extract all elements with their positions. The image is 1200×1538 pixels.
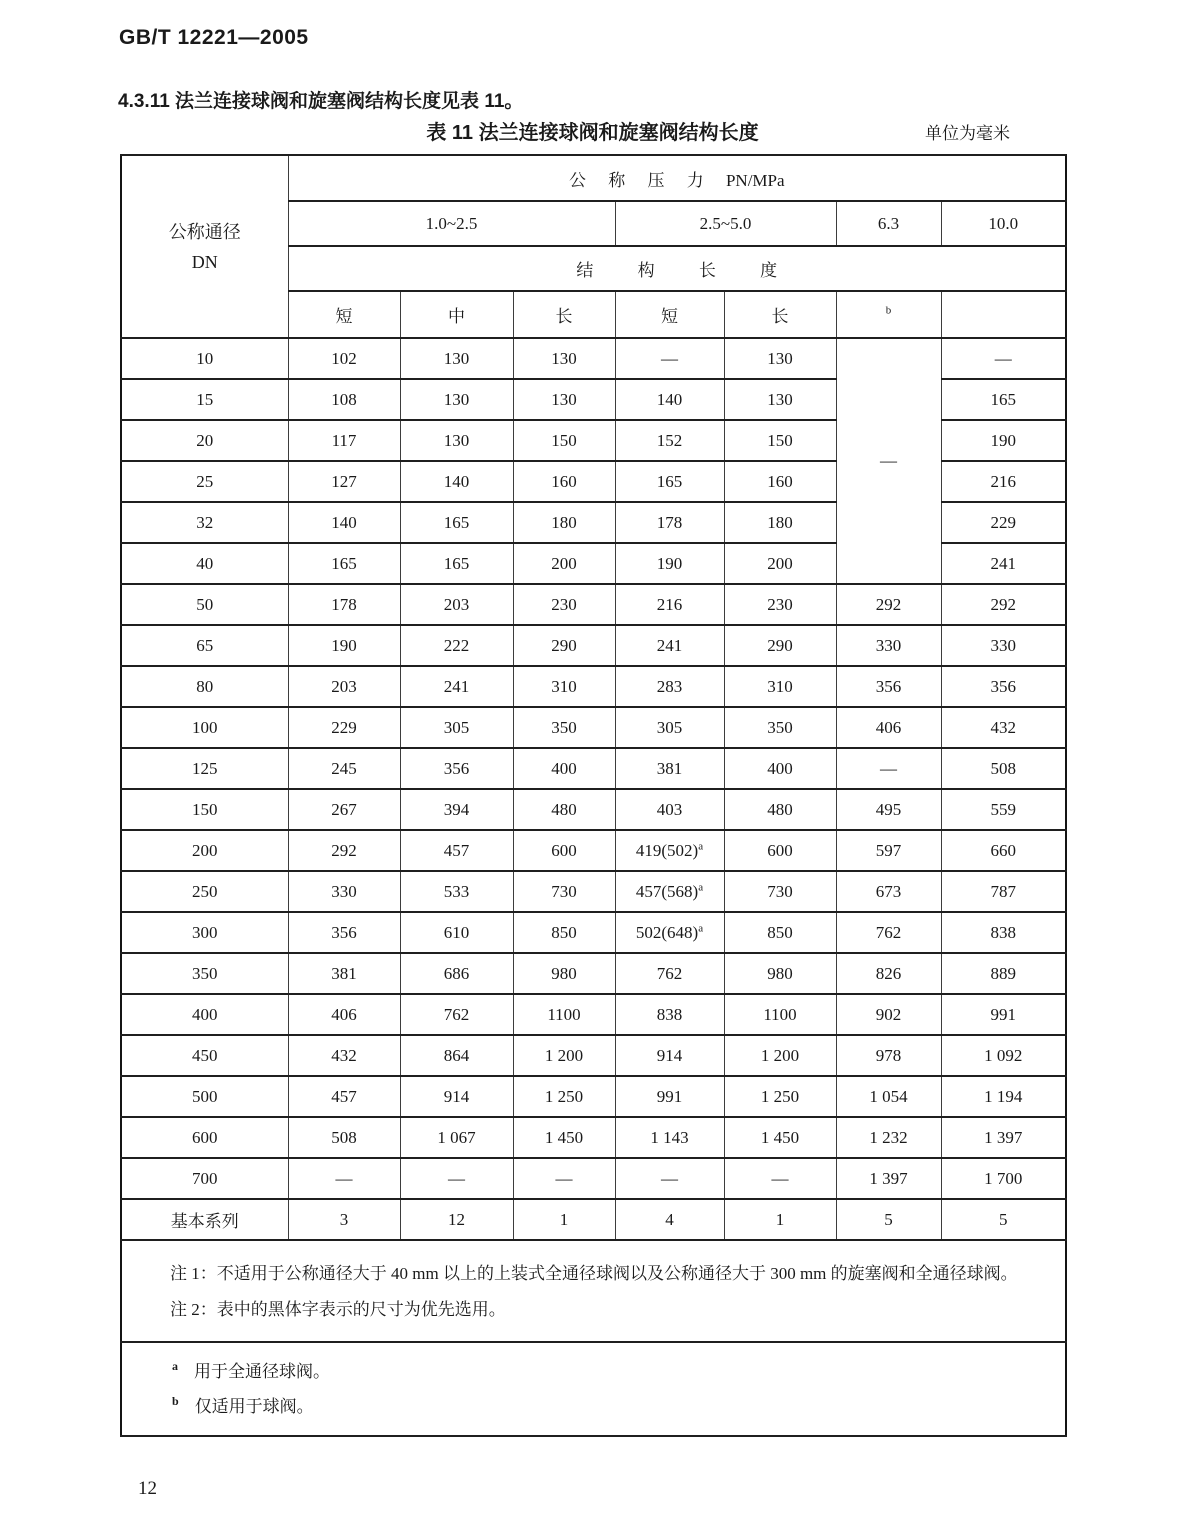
value-cell: 12 [400,1199,513,1240]
value-cell: 508 [288,1117,400,1158]
value-cell: 200 [513,543,615,584]
value-cell: 150 [724,420,836,461]
value-cell: 1100 [724,994,836,1035]
value-cell: 130 [400,338,513,379]
value-cell: 914 [615,1035,724,1076]
value-cell: 216 [941,461,1066,502]
value-cell: 130 [724,338,836,379]
value-cell: $502(648)^a$ [615,912,724,953]
value-cell: 165 [941,379,1066,420]
value-cell: 889 [941,953,1066,994]
table-row [121,789,1066,830]
value-cell: 1 [513,1199,615,1240]
value-cell: 432 [941,707,1066,748]
header-group-1: 1.0~2.5 [288,201,615,246]
dn-cell: 300 [121,912,288,953]
sub-col-mid: 中 [400,291,513,338]
table-row [121,871,1066,912]
value-cell: 330 [836,625,941,666]
value-cell: 203 [400,584,513,625]
value-cell: 165 [400,543,513,584]
value-cell: 1 194 [941,1076,1066,1117]
value-cell: 787 [941,871,1066,912]
value-cell: 165 [288,543,400,584]
value-cell: 850 [724,912,836,953]
value-cell: 1 450 [724,1117,836,1158]
value-cell: 130 [513,379,615,420]
dn-cell: 32 [121,502,288,543]
value-cell: 400 [724,748,836,789]
value-cell: 600 [513,830,615,871]
value-cell: 140 [400,461,513,502]
table-row [121,1158,1066,1199]
footnote-a-label: a [172,1358,178,1373]
table-row [121,584,1066,625]
value-cell: 200 [724,543,836,584]
value-cell: 673 [836,871,941,912]
value-cell: 980 [513,953,615,994]
value-cell: $457(568)^a$ [615,871,724,912]
table-row [121,1117,1066,1158]
value-cell: 762 [615,953,724,994]
value-cell: 597 [836,830,941,871]
value-cell: 160 [513,461,615,502]
value-cell: 305 [400,707,513,748]
sub-col-blank [941,291,1066,338]
value-cell: 864 [400,1035,513,1076]
header-dn-title: 公称通径 [168,221,241,242]
value-cell: 102 [288,338,400,379]
footnotes-cell [121,1342,1066,1436]
value-cell: 914 [400,1076,513,1117]
value-cell: 152 [615,420,724,461]
value-cell: 394 [400,789,513,830]
dn-cell: 700 [121,1158,288,1199]
value-cell: — [288,1158,400,1199]
value-cell: 216 [615,584,724,625]
value-cell: 356 [836,666,941,707]
footnote-b-label: b [172,1393,179,1408]
dn-cell: 125 [121,748,288,789]
value-cell: 1 397 [836,1158,941,1199]
value-cell: 305 [615,707,724,748]
value-cell: 150 [513,420,615,461]
dn-cell: 50 [121,584,288,625]
note-1: 注 1：不适用于公称通径大于 40 mm 以上的上装式全通径球阀以及公称通径大于 300 mm 的旋塞阀和全通径球阀。 [170,1263,1018,1283]
footnote-a [172,1359,1043,1385]
value-cell: 1 397 [941,1117,1066,1158]
value-cell: — [400,1158,513,1199]
dn-cell: 400 [121,994,288,1035]
value-cell: 350 [513,707,615,748]
value-cell: 165 [615,461,724,502]
header-length: 结 构 长 度 [288,246,1066,291]
dn-cell: 500 [121,1076,288,1117]
table-row [121,912,1066,953]
page-number: 12 [138,1478,157,1499]
value-cell: 660 [941,830,1066,871]
value-cell: 330 [941,625,1066,666]
table-row [121,338,1066,379]
table-body [121,338,1066,1240]
table-row [121,748,1066,789]
value-cell: 130 [400,420,513,461]
value-cell: 762 [836,912,941,953]
table-row [121,1076,1066,1117]
table-notes [121,1240,1066,1436]
dn-cell: 10 [121,338,288,379]
value-cell: 290 [513,625,615,666]
value-cell: 117 [288,420,400,461]
value-cell: 1 092 [941,1035,1066,1076]
value-cell: 1100 [513,994,615,1035]
value-cell: 292 [836,584,941,625]
dn-cell: 20 [121,420,288,461]
doc-code: GB/T 12221—2005 [119,26,309,49]
value-cell: 5 [941,1199,1066,1240]
table-head [121,155,1066,338]
value-cell: 508 [941,748,1066,789]
footnote-b [172,1394,1043,1420]
dn-cell: 200 [121,830,288,871]
value-cell: 130 [400,379,513,420]
value-cell: $419(502)^a$ [615,830,724,871]
value-cell: 1 [724,1199,836,1240]
dn-cell: 80 [121,666,288,707]
value-cell: 283 [615,666,724,707]
table-caption [120,116,1065,146]
value-cell: 356 [400,748,513,789]
value-cell: 190 [615,543,724,584]
value-cell: 480 [724,789,836,830]
value-cell: 991 [615,1076,724,1117]
value-cell: 241 [400,666,513,707]
value-cell: 190 [941,420,1066,461]
value-cell: 241 [615,625,724,666]
dn-cell: 450 [121,1035,288,1076]
value-cell: 108 [288,379,400,420]
value-cell: 222 [400,625,513,666]
dn-cell: 250 [121,871,288,912]
footnote-a-marker: a [698,839,704,852]
value-cell: 5 [836,1199,941,1240]
value-cell: 1 200 [513,1035,615,1076]
value-cell: 229 [288,707,400,748]
value-cell: — [836,338,941,584]
table-row [121,625,1066,666]
value-cell: — [615,1158,724,1199]
value-cell: 432 [288,1035,400,1076]
value-cell: — [513,1158,615,1199]
value-cell: 330 [288,871,400,912]
sub-col-long-2: 长 [724,291,836,338]
value-cell: 130 [513,338,615,379]
value-cell: — [941,338,1066,379]
value-cell: 1 067 [400,1117,513,1158]
sub-col-short-2: 短 [615,291,724,338]
value-cell: 838 [615,994,724,1035]
value-cell: 180 [513,502,615,543]
value-cell: 1 700 [941,1158,1066,1199]
value-cell: 130 [724,379,836,420]
value-cell: 350 [724,707,836,748]
value-cell: 730 [513,871,615,912]
footnote-a-text: 用于全通径球阀。 [194,1361,330,1381]
dn-cell: 25 [121,461,288,502]
value-cell: 495 [836,789,941,830]
value-cell: 381 [288,953,400,994]
value-cell: 762 [400,994,513,1035]
table-row [121,707,1066,748]
value-cell: 310 [513,666,615,707]
value-cell: 3 [288,1199,400,1240]
value-cell: 178 [288,584,400,625]
value-cell: — [724,1158,836,1199]
header-group-4: 10.0 [941,201,1066,246]
footnote-a-marker: a [698,880,704,893]
value-cell: 686 [400,953,513,994]
value-cell: 290 [724,625,836,666]
value-cell: 480 [513,789,615,830]
dn-cell: 65 [121,625,288,666]
value-cell: 245 [288,748,400,789]
value-cell: 292 [288,830,400,871]
value-cell: — [836,748,941,789]
value-cell: 190 [288,625,400,666]
value-cell: 991 [941,994,1066,1035]
value-cell: 140 [615,379,724,420]
table-row [121,1035,1066,1076]
value-cell: 310 [724,666,836,707]
value-cell: 178 [615,502,724,543]
value-cell: 356 [288,912,400,953]
value-cell: 203 [288,666,400,707]
value-cell: 1 200 [724,1035,836,1076]
value-cell: 230 [724,584,836,625]
section-heading: 4.3.11 法兰连接球阀和旋塞阀结构长度见表 11。 [118,91,524,112]
sub-col-b [836,291,941,338]
value-cell: 978 [836,1035,941,1076]
header-group-2: 2.5~5.0 [615,201,836,246]
value-cell: 356 [941,666,1066,707]
value-cell: 1 250 [513,1076,615,1117]
value-cell: 160 [724,461,836,502]
value-cell: 457 [400,830,513,871]
unit-note: 单位为毫米 [925,124,1010,143]
dn-cell: 40 [121,543,288,584]
value-cell: 267 [288,789,400,830]
value-cell: 838 [941,912,1066,953]
value-cell: 400 [513,748,615,789]
dn-cell: 350 [121,953,288,994]
header-dn [121,155,288,338]
value-cell: 165 [400,502,513,543]
value-cell: 1 054 [836,1076,941,1117]
value-cell: 1 232 [836,1117,941,1158]
value-cell: 180 [724,502,836,543]
value-cell: 559 [941,789,1066,830]
value-cell: 127 [288,461,400,502]
value-cell: 610 [400,912,513,953]
dn-cell: 基本系列 [121,1199,288,1240]
dn-cell: 15 [121,379,288,420]
footnote-b-marker: b [885,303,892,316]
value-cell: 230 [513,584,615,625]
value-cell: 1 450 [513,1117,615,1158]
structural-length-table [120,154,1067,1437]
notes-cell [121,1240,1066,1342]
note-2: 注 2：表中的黑体字表示的尺寸为优先选用。 [170,1299,506,1319]
value-cell: — [615,338,724,379]
value-cell: 229 [941,502,1066,543]
header-group-3: 6.3 [836,201,941,246]
value-cell: 140 [288,502,400,543]
value-cell: 850 [513,912,615,953]
value-cell: 403 [615,789,724,830]
table-row [121,1199,1066,1240]
value-cell: 4 [615,1199,724,1240]
value-cell: 730 [724,871,836,912]
value-cell: 241 [941,543,1066,584]
table-row [121,994,1066,1035]
value-cell: 406 [836,707,941,748]
value-cell: 457 [288,1076,400,1117]
value-cell: 600 [724,830,836,871]
footnote-a-marker: a [698,921,704,934]
value-cell: 980 [724,953,836,994]
sub-col-short-1: 短 [288,291,400,338]
value-cell: 381 [615,748,724,789]
sub-col-long-1: 长 [513,291,615,338]
header-dn-sub: DN [191,251,218,272]
table-title: 表 11 法兰连接球阀和旋塞阀结构长度 [426,122,759,144]
dn-cell: 100 [121,707,288,748]
value-cell: 406 [288,994,400,1035]
table-row [121,953,1066,994]
value-cell: 902 [836,994,941,1035]
dn-cell: 600 [121,1117,288,1158]
value-cell: 292 [941,584,1066,625]
table-row [121,666,1066,707]
header-pressure: 公 称 压 力 PN/MPa [288,155,1066,201]
value-cell: 826 [836,953,941,994]
value-cell: 1 250 [724,1076,836,1117]
value-cell: 1 143 [615,1117,724,1158]
value-cell: 533 [400,871,513,912]
dn-cell: 150 [121,789,288,830]
footnote-b-text: 仅适用于球阀。 [194,1396,314,1416]
table-row [121,830,1066,871]
